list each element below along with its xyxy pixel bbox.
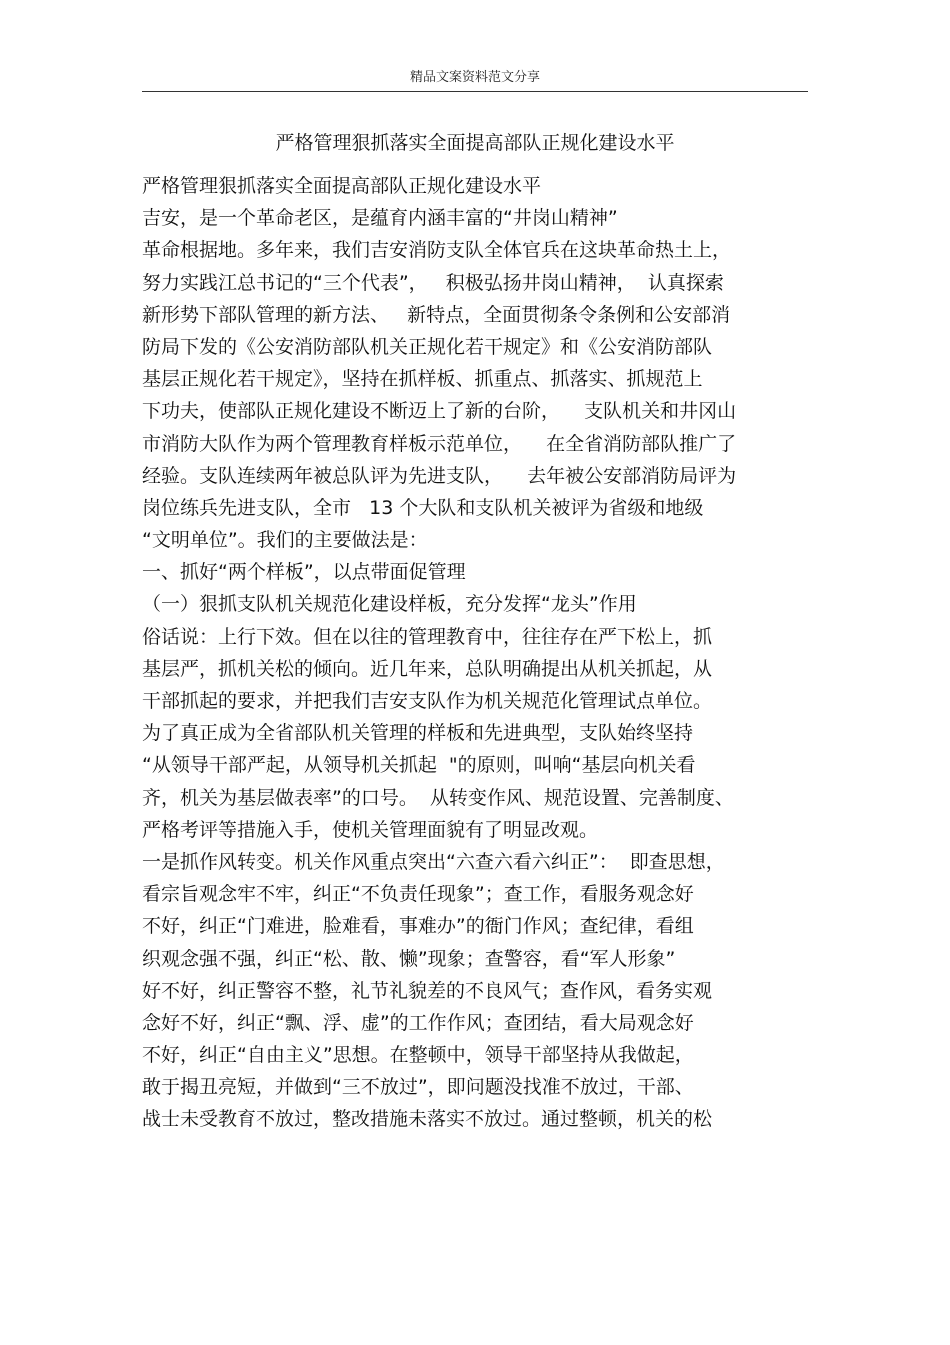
page-header-text: 精品文案资料范文分享 — [409, 70, 540, 85]
paragraph-line: 岗位练兵先进支队，全市 13 个大队和支队机关被评为省级和地级 — [142, 496, 704, 519]
paragraph-line: 努力实践江总书记的“三个代表”， 积极弘扬井岗山精神， 认真探索 — [142, 271, 724, 294]
paragraph-line: 下功夫，使部队正规化建设不断迈上了新的台阶， 支队机关和井冈山 — [142, 400, 737, 423]
paragraph-line: 严格管理狠抓落实全面提高部队正规化建设水平 — [142, 175, 542, 197]
paragraph-line: 不好，纠正“门难进，脸难看，事难办”的衙门作风；查纪律，看组 — [142, 915, 694, 938]
document-body — [142, 170, 822, 1136]
paragraph-line: 战士未受教育不放过，整改措施未落实不放过。通过整顿，机关的松 — [142, 1108, 713, 1131]
paragraph-line: 好不好，纠正警容不整，礼节礼貌差的不良风气；查作风，看务实观 — [142, 979, 713, 1002]
paragraph-line: 干部抓起的要求，并把我们吉安支队作为机关规范化管理试点单位。 — [142, 690, 713, 712]
paragraph-line: 为了真正成为全省部队机关管理的样板和先进典型，支队始终坚持 — [142, 722, 694, 745]
paragraph-line: 齐，机关为基层做表率”的口号。 从转变作风、规范设置、完善制度、 — [142, 786, 734, 809]
paragraph-line: 一、抓好“两个样板”，以点带面促管理 — [142, 561, 466, 584]
document-title: 严格管理狠抓落实全面提高部队正规化建设水平 — [275, 132, 675, 154]
paragraph-line: 不好，纠正“自由主义”思想。在整顿中，领导干部坚持从我做起， — [142, 1044, 694, 1067]
paragraph-line: 念好不好，纠正“飘、浮、虚”的工作作风；查团结，看大局观念好 — [142, 1011, 694, 1034]
paragraph-line: 革命根据地。多年来，我们吉安消防支队全体官兵在这块革命热土上， — [142, 239, 732, 262]
paragraph-line: “文明单位”。我们的主要做法是： — [142, 529, 428, 552]
paragraph-line: 织观念强不强，纠正“松、散、懒”现象；查警容，看“军人形象” — [142, 947, 676, 970]
paragraph-line: 基层正规化若干规定》，坚持在抓样板、抓重点、抓落实、抓规范上 — [142, 368, 703, 391]
paragraph-line: 敢于揭丑亮短，并做到“三不放过”，即问题没找准不放过，干部、 — [142, 1076, 694, 1099]
paragraph-line: 经验。支队连续两年被总队评为先进支队， 去年被公安部消防局评为 — [142, 464, 737, 487]
paragraph-line: 一是抓作风转变。机关作风重点突出“六查六看六纠正”： 即查思想， — [142, 850, 725, 873]
paragraph-line: 基层严，抓机关松的倾向。近几年来，总队明确提出从机关抓起，从 — [142, 657, 713, 680]
header-divider — [142, 91, 808, 92]
paragraph-line: 新形势下部队管理的新方法、 新特点，全面贯彻条令条例和公安部消 — [142, 303, 731, 326]
paragraph-line: 吉安，是一个革命老区，是蕴育内涵丰富的“井岗山精神” — [142, 207, 618, 230]
paragraph-line: （一）狠抓支队机关规范化建设样板，充分发挥“龙头”作用 — [142, 593, 637, 616]
paragraph-line: 看宗旨观念牢不牢，纠正“不负责任现象”；查工作，看服务观念好 — [142, 883, 694, 906]
paragraph-line: 俗话说：上行下效。但在以往的管理教育中，往往存在严下松上，抓 — [142, 625, 713, 648]
paragraph-line: 市消防大队作为两个管理教育样板示范单位， 在全省消防部队推广了 — [142, 432, 737, 455]
paragraph-line: 严格考评等措施入手，使机关管理面貌有了明显改观。 — [142, 818, 599, 841]
paragraph-line: 防局下发的《公安消防部队机关正规化若干规定》和《公安消防部队 — [142, 335, 713, 358]
paragraph-line: “从领导干部严起，从领导机关抓起 "的原则，叫响“基层向机关看 — [142, 754, 696, 777]
